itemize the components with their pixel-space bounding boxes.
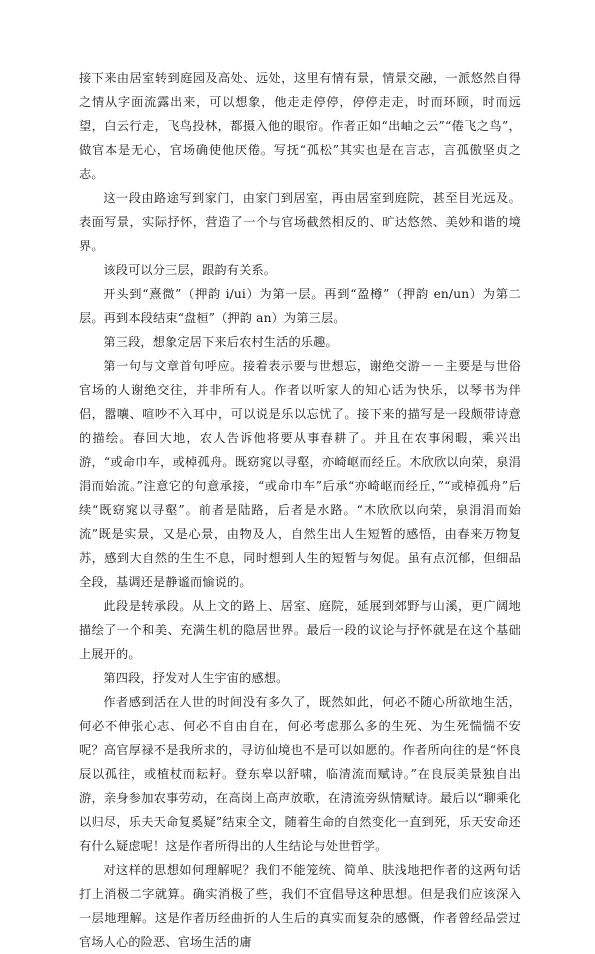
paragraph-6: 第一句与文章首句呼应。接着表示要与世想忘，谢绝交游－－主要是与世俗官场的人谢绝交往，并非所有人。作者以听家人的知心话为快乐，以琴书为伴侣，嚣嚷、喧吵不入耳中，可以说是乐以忘忧了。接下来的描写是一段颇带诗意的描绘。春回大地，农人告诉他将要从事春耕了。并且在农事闲暇，乘兴出游，“或命巾车，或棹孤舟。既窈窕以寻壑，亦崎岖而经丘。木欣欣以向荣，泉涓涓而始流。”注意它的句意承接，“或命巾车”后承“亦崎岖而经丘，”“或棹孤舟”后续“既窈窕以寻壑”。前者是陆路，后者是水路。“木欣欣以向荣，泉涓涓而始流”既是实景，又是心景，由物及人，自然生出人生短暂的感悟，由春来万物复苏，感到大自然的生生不息，同时想到人生的短暂与匆促。虽有点沉郁，但细品全段，基调还是静谧而愉说的。	[79, 359, 521, 589]
paragraph-5: 第三段，想象定居下来后农村生活的乐趣。	[103, 335, 338, 349]
document-body	[79, 66, 521, 954]
paragraph-2: 这一段由路途写到家门，由家门到居室，再由居室到庭院，甚至目光远及。表面写景，实际抒怀，营造了一个与官场截然相反的、旷达悠然、美妙和谐的境界。	[79, 191, 521, 253]
paragraph-4: 开头到“熹微”（押韵 i/ui）为第一层。再到“盈樽”（押韵 en/un）为第二层。再到本段结束“盘桓”（押韵 an）为第三层。	[79, 287, 521, 325]
paragraph-7: 此段是转承段。从上文的路上、居室、庭院，延展到郊野与山溪，更广阔地描绘了一个和美、充满生机的隐居世界。最后一段的议论与抒怀就是在这个基础上展开的。	[79, 599, 521, 661]
paragraph-8: 第四段，抒发对人生宇宙的感想。	[103, 671, 289, 685]
paragraph-10: 对这样的思想如何理解呢？我们不能笼统、简单、肤浅地把作者的这两句话打上消极二字就算。确实消极了些，我们不宜倡导这种思想。但是我们应该深入一层地理解。这是作者历经曲折的人生后的真实而复杂的感慨，作者曾经品尝过官场人心的险恶、官场生活的庸	[79, 863, 521, 949]
paragraph-1: 接下来由居室转到庭园及高处、远处，这里有情有景，情景交融，一派悠然自得之情从字面流露出来，可以想象，他走走停停，停停走走，时而环顾，时而远望，白云行走，飞鸟投林，都摄入他的眼帘。作者正如“出岫之云”“倦飞之鸟”，做官本是无心，官场确使他厌倦。写抚“孤松”其实也是在言志，言孤傲坚贞之志。	[79, 71, 521, 181]
paragraph-3: 该段可以分三层，跟韵有关系。	[103, 263, 277, 277]
paragraph-9: 作者感到活在人世的时间没有多久了，既然如此，何必不随心所欲地生活，何必不伸张心志、何必不自由自在，何必考虑那么多的生死、为生死惴惴不安呢？高官厚禄不是我所求的，寻访仙境也不是可以如愿的。作者所向往的是“怀良辰以孤往，或植杖而耘耔。登东皋以舒啸，临清流而赋诗。”在良辰美景独自出游，亲身参加农事劳动，在高岗上高声放歌，在清流旁纵情赋诗。最后以“聊乘化以归尽，乐夫天命复奚疑”结束全文，随着生命的自然变化一直到死，乐天安命还有什么疑虑呢！这是作者所得出的人生结论与处世哲学。	[79, 695, 521, 853]
